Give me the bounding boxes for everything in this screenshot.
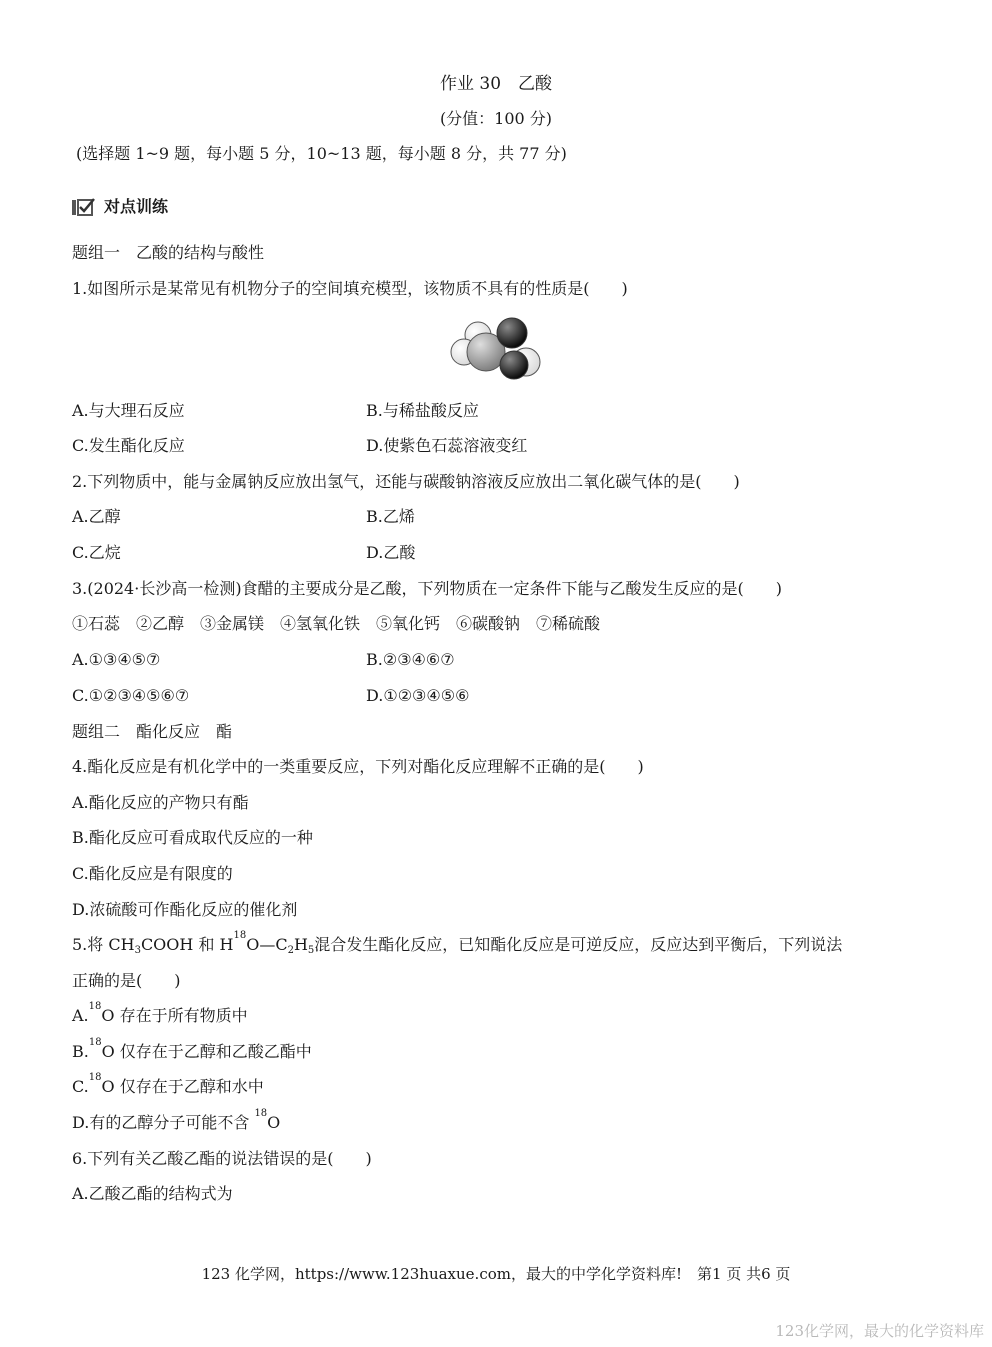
score-info: (分值：100 分)	[439, 109, 553, 128]
section-header	[72, 198, 168, 216]
q5-option-a: A.$^{18}$O 存在于所有物质中	[72, 1001, 248, 1025]
q3-option-a: A.①③④⑤⑦	[72, 650, 161, 669]
q3-option-c: C.①②③④⑤⑥⑦	[72, 686, 190, 705]
q3-option-d: D.①②③④⑤⑥	[366, 686, 470, 705]
scoring-note: (选择题 1~9 题，每小题 5 分，10~13 题，每小题 8 分，共 77 分)	[76, 144, 567, 163]
q1-option-b: B.与稀盐酸反应	[366, 401, 479, 420]
space-filling-model-image	[448, 316, 548, 384]
q3-option-b: B.②③④⑥⑦	[366, 650, 455, 669]
question-2-stem: 2.下列物质中，能与金属钠反应放出氢气，还能与碳酸钠溶液反应放出二氧化碳气体的是( )	[72, 472, 740, 491]
question-4-stem: 4.酯化反应是有机化学中的一类重要反应，下列对酯化反应理解不正确的是( )	[72, 757, 644, 776]
question-6-stem: 6.下列有关乙酸乙酯的说法错误的是( )	[72, 1149, 372, 1168]
q1-option-a: A.与大理石反应	[72, 401, 185, 420]
group-label-1: 题组一 乙酸的结构与酸性	[72, 243, 265, 262]
q2-option-b: B.乙烯	[366, 507, 415, 526]
q4-option-c: C.酯化反应是有限度的	[72, 864, 233, 883]
question-1-stem: 1.如图所示是某常见有机物分子的空间填充模型，该物质不具有的性质是( )	[72, 279, 628, 298]
question-3-stem: 3.(2024·长沙高一检测)食醋的主要成分是乙酸，下列物质在一定条件下能与乙酸发生反应的是( )	[72, 579, 783, 598]
group-label-2: 题组二 酯化反应 酯	[72, 722, 233, 741]
page-title: 作业 30 乙酸	[439, 74, 553, 94]
question-5-stem-line2: 正确的是( )	[72, 971, 181, 990]
q1-option-c: C.发生酯化反应	[72, 436, 185, 455]
q2-option-a: A.乙醇	[72, 507, 121, 526]
q5-option-c: C.$^{18}$O 仅存在于乙醇和水中	[72, 1072, 264, 1096]
q6-option-a: A.乙酸乙酯的结构式为	[72, 1184, 233, 1203]
q2-option-c: C.乙烷	[72, 543, 121, 562]
q4-option-b: B.酯化反应可看成取代反应的一种	[72, 828, 313, 847]
watermark: 123化学网，最大的化学资料库	[775, 1322, 984, 1340]
q3-item-list: ①石蕊 ②乙醇 ③金属镁 ④氢氧化铁 ⑤氧化钙 ⑥碳酸钠 ⑦稀硫酸	[72, 614, 601, 633]
q5-option-b: B.$^{18}$O 仅存在于乙醇和乙酸乙酯中	[72, 1037, 312, 1061]
q1-option-d: D.使紫色石蕊溶液变红	[366, 436, 528, 455]
page-footer: 123 化学网，https://www.123huaxue.com，最大的中学化学资料库! 第1 页 共6 页	[201, 1265, 791, 1283]
question-5-stem: 5.将 $CH_3COOH$ 和 $H^{18}O—C_2H_5$混合发生酯化反应，已知酯化反应是可逆反应，反应达到平衡后，下列说法	[72, 930, 843, 956]
q4-option-a: A.酯化反应的产物只有酯	[72, 793, 249, 812]
q4-option-d: D.浓硫酸可作酯化反应的催化剂	[72, 900, 298, 919]
q2-option-d: D.乙酸	[366, 543, 416, 562]
q5-option-d: D.有的乙醇分子可能不含 $^{18}$O	[72, 1108, 281, 1132]
section-title: 对点训练	[104, 197, 169, 216]
checkbox-check-icon	[72, 198, 96, 216]
